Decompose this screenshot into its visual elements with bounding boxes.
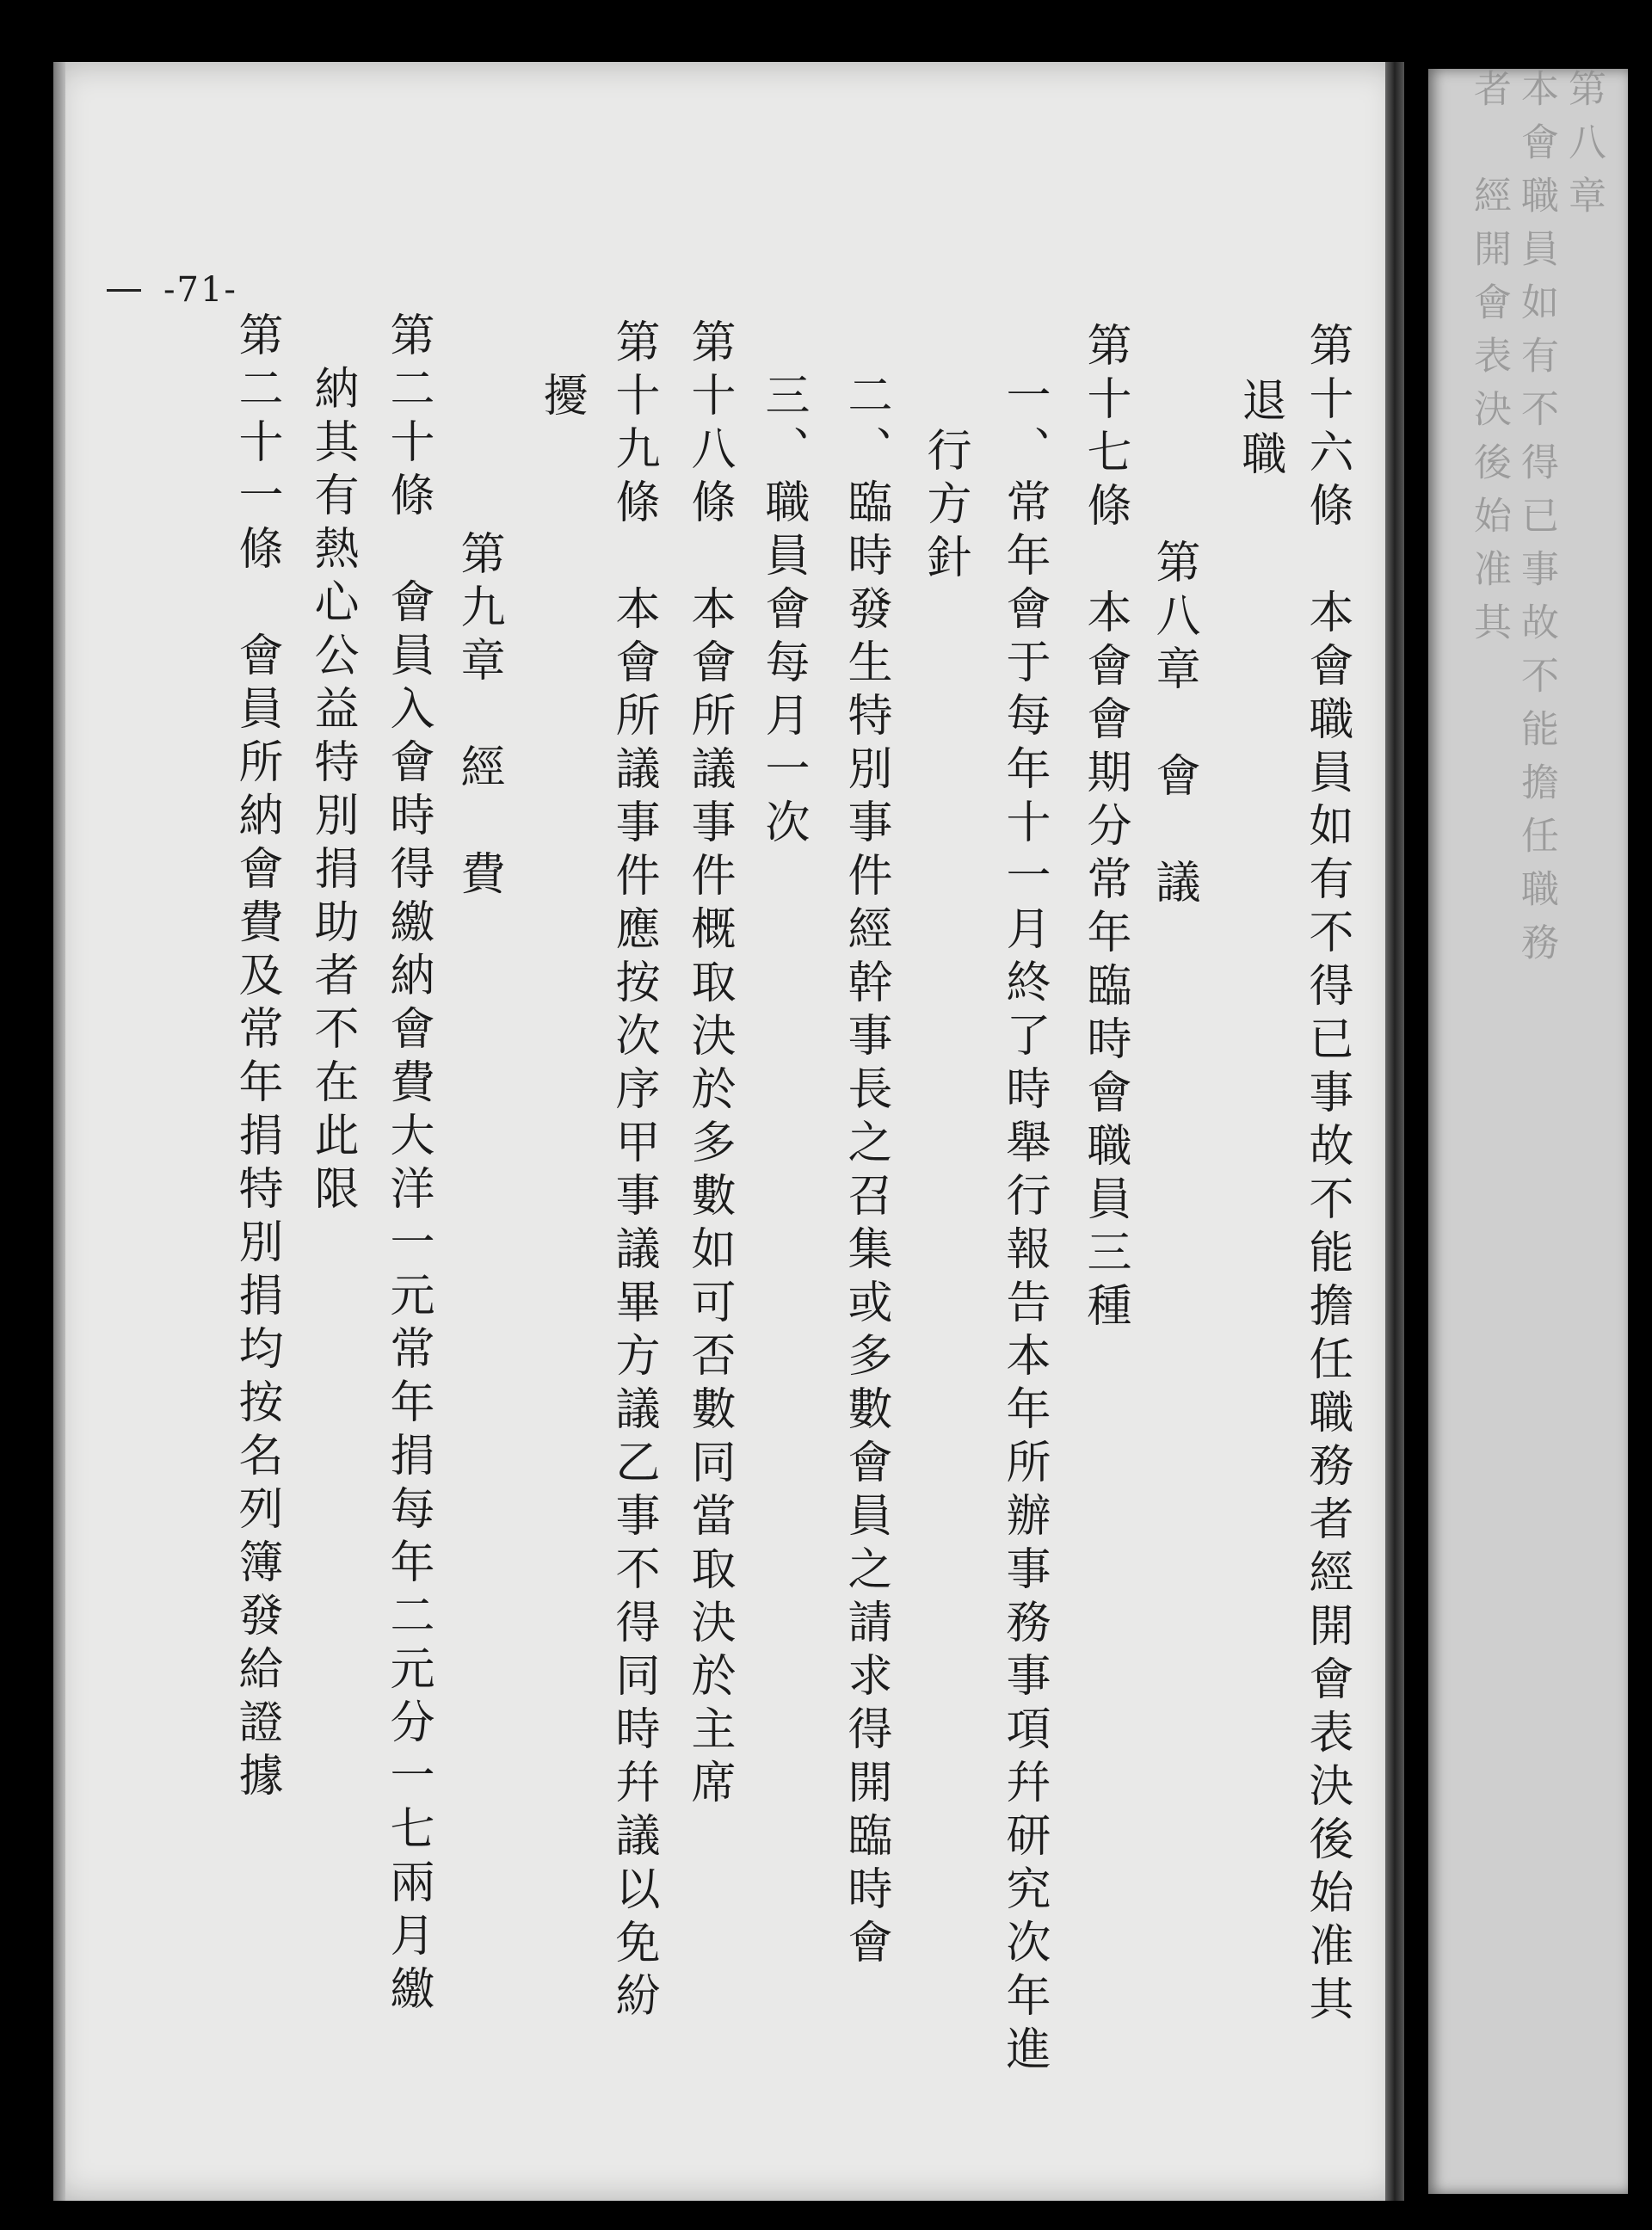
margin-mark <box>107 289 141 292</box>
facing-page-bleed <box>1428 69 1628 2194</box>
article-19-cont: 擾 <box>535 372 587 425</box>
page-edge <box>53 62 65 2201</box>
article-16-cont: 退職 <box>1234 377 1285 484</box>
article-17-item-1: 一、常年會于每年十一月終了時舉行報告本年所辦事務事項幷研究次年進 <box>998 372 1050 2079</box>
article-19: 第十九條 本會所議事件應按次序甲事議畢方議乙事不得同時幷議以免紛 <box>607 318 659 2025</box>
article-18: 第十八條 本會所議事件概取決於多數如可否數同當取決於主席 <box>683 318 735 1812</box>
facing-page-line: 者 經開會表決後始准其 <box>1467 69 1511 656</box>
article-16: 第十六條 本會職員如有不得已事故不能擔任職務者經開會表決後始准其 <box>1301 322 1353 2029</box>
article-21: 第二十一條 會員所納會費及常年捐特別捐均按名列簿發給證據 <box>231 311 282 1805</box>
article-17-item-1-cont: 行方針 <box>919 427 971 587</box>
chapter-9-heading: 第九章 經 費 <box>453 530 504 903</box>
article-17-item-2: 二、臨時發生特別事件經幹事長之召集或多數會員之請求得開臨時會 <box>840 372 891 1972</box>
article-20: 第二十條 會員入會時得繳納會費大洋一元常年捐每年二元分一七兩月繳 <box>382 311 434 2018</box>
chapter-8-heading: 第八章 會 議 <box>1148 539 1199 912</box>
facing-page-line: 本會職員如有不得已事故不能擔任職務 <box>1514 69 1558 976</box>
article-20-cont: 納其有熱心公益特別捐助者不在此限 <box>306 365 358 1218</box>
page-number: -71- <box>163 270 237 310</box>
article-17: 第十七條 本會會期分常年臨時會職員三種 <box>1079 322 1131 1335</box>
article-17-item-3: 三、職員會每月一次 <box>757 372 809 852</box>
facing-page-line: 第八章 <box>1562 69 1606 229</box>
book-spine <box>1385 62 1404 2201</box>
